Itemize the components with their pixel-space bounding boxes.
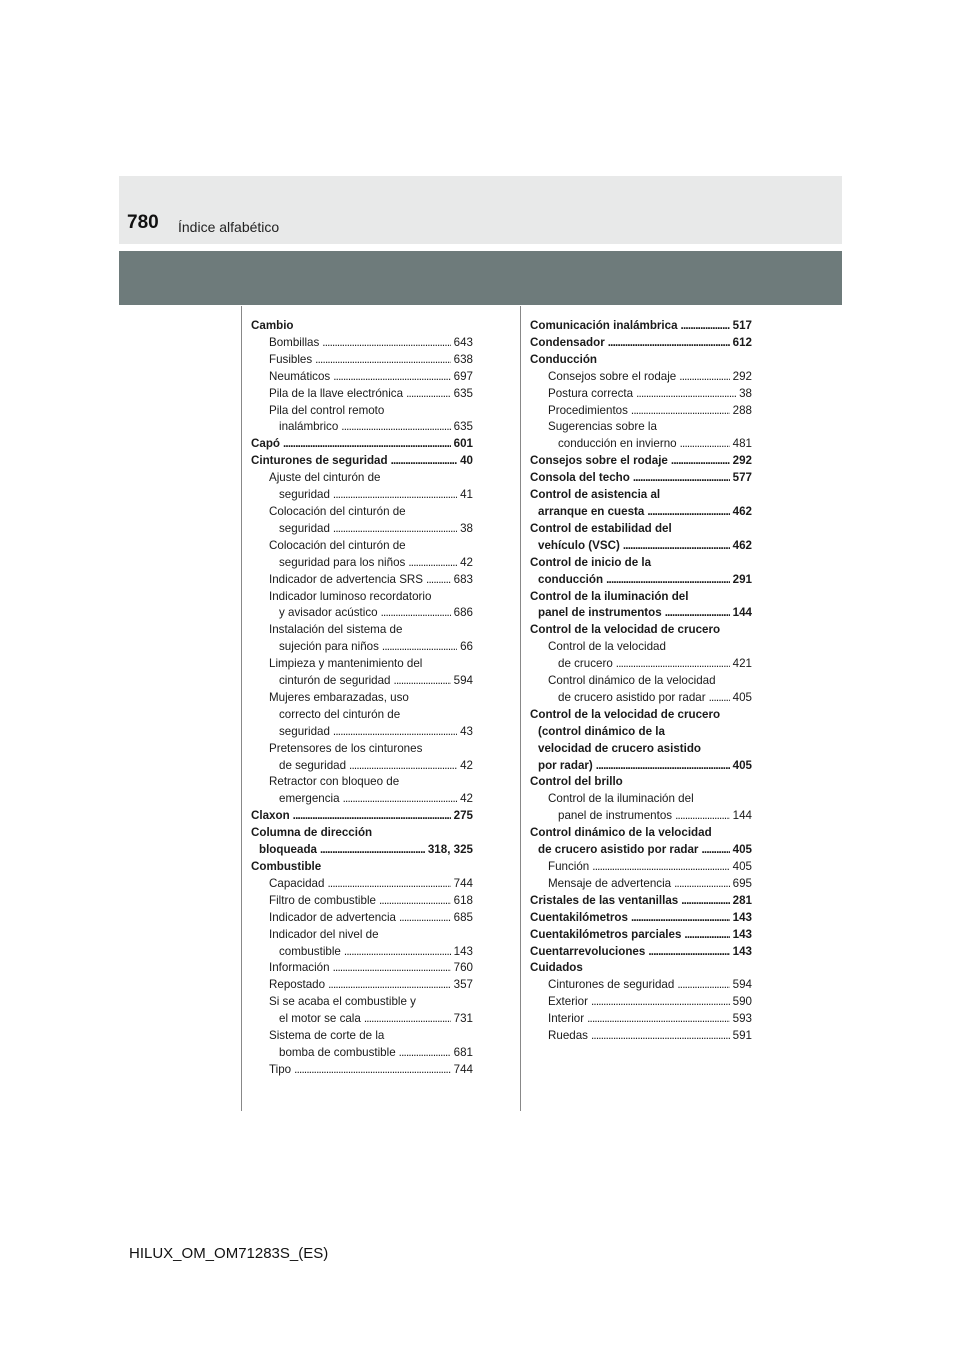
index-entry-text: Tipo [269,1062,292,1076]
leader-dots [616,656,730,673]
leader-dots [679,369,729,386]
index-entry [251,639,473,656]
index-entry [251,487,473,504]
index-entry-page[interactable]: 681 [453,1045,473,1059]
index-entry [530,318,752,335]
index-entry-text: sujeción para niños [279,640,379,654]
index-entry-text: correcto del cinturón de [279,707,401,721]
index-entry [251,470,473,487]
index-entry-page[interactable]: 405 [732,860,752,873]
index-entry-text: arranque en cuesta [538,504,645,518]
index-entry-text: Control de estabilidad del [530,521,672,535]
leader-dots [675,808,730,825]
index-entry [251,690,473,707]
leader-dots [341,419,450,436]
index-entry-text: Indicador del nivel de [269,927,379,941]
document-code: HILUX_OM_OM71283S_(ES) [129,1245,329,1262]
index-entry [251,335,473,352]
index-entry-text: Colocación del cinturón de [269,538,406,552]
index-entry-page[interactable]: 275 [453,809,473,823]
page-number: 780 [127,212,159,233]
index-entry-text: seguridad [279,488,330,502]
leader-dots [399,1045,451,1062]
index-entry [251,927,473,944]
index-entry [251,622,473,639]
leader-dots [322,335,450,352]
index-entry [530,724,752,741]
index-entry-page[interactable]: 288 [732,403,752,417]
index-entry-page[interactable]: 43 [460,724,473,738]
index-entry-page[interactable]: 42 [460,758,473,772]
index-entry [530,944,752,961]
index-entry-page[interactable]: 643 [453,335,473,349]
index-entry-page[interactable]: 744 [453,1062,473,1076]
index-entry-text: inalámbrico [279,420,339,434]
leader-dots [587,1011,730,1028]
index-entry-page[interactable]: 357 [453,978,473,992]
leader-dots [333,724,457,741]
leader-dots [333,369,450,386]
index-entry [251,707,473,724]
index-entry-page[interactable]: 635 [453,386,473,400]
index-entry-text: cinturón de seguridad [279,674,391,688]
index-entry [251,842,473,859]
leader-dots [293,808,451,825]
leader-dots [294,1062,451,1079]
index-entry-text: Interior [548,1012,585,1026]
index-entry-text: de seguridad [279,758,347,772]
leader-dots [591,994,730,1011]
index-entry [251,859,473,876]
index-entry-text: Neumáticos [269,369,331,383]
leader-dots [677,977,729,994]
leader-dots [636,386,736,403]
index-entry [530,707,752,724]
index-entry-text: Capacidad [269,876,325,890]
index-entry [530,808,752,825]
index-entry-text: Indicador de advertencia SRS [269,572,424,586]
index-entry-text: Sistema de corte de la [269,1029,385,1043]
index-entry [530,487,752,504]
index-entry-page[interactable]: 697 [453,369,473,383]
index-entry-page[interactable]: 685 [453,910,473,924]
index-entry [251,453,473,470]
index-entry [251,960,473,977]
leader-dots [283,436,451,453]
leader-dots [680,436,730,453]
index-entry [251,1045,473,1062]
index-entry-text: panel de instrumentos [558,809,673,823]
index-entry-page[interactable]: 405 [732,843,752,857]
index-entry-page[interactable]: 42 [460,792,473,806]
index-entry-text: Función [548,860,590,873]
leader-dots [684,927,729,944]
index-entry [530,758,752,775]
leader-dots [608,335,730,352]
index-entry [530,774,752,791]
index-entry [530,555,752,572]
index-entry-text: Pila de la llave electrónica [269,386,404,400]
index-entry [251,825,473,842]
index-entry-page[interactable]: 143 [732,927,752,941]
index-entry-text: Consejos sobre el rodaje [548,369,677,383]
index-entry [251,403,473,420]
index-entry-text: Control dinámico de la velocidad [548,674,716,688]
header-gray-bar [119,251,842,305]
index-entry-text: Cambio [251,319,294,332]
leader-dots [681,318,730,335]
index-entry-page[interactable]: 590 [732,995,752,1009]
index-entry-page[interactable]: 594 [453,674,473,688]
index-entry [251,386,473,403]
index-entry-page[interactable]: 143 [732,910,752,924]
index-entry-text: el motor se cala [279,1012,361,1026]
index-entry-text: Procedimientos [548,403,628,417]
leader-dots [591,1028,730,1045]
leader-dots [665,605,730,622]
index-entry [251,589,473,606]
index-entry [251,318,473,335]
index-entry [251,876,473,893]
index-entry-text: Control dinámico de la velocidad [530,826,712,840]
index-entry-page[interactable]: 38 [739,386,752,400]
index-entry-text: Consejos sobre el rodaje [530,454,668,468]
leader-dots [408,555,457,572]
index-entry [530,419,752,436]
index-entry-page[interactable]: 144 [732,809,752,823]
index-entry [251,605,473,622]
index-entry [251,369,473,386]
index-entry [530,673,752,690]
index-entry-page[interactable]: 421 [732,657,752,671]
index-entry-text: Retractor con bloqueo de [269,775,400,789]
index-entry-page[interactable]: 292 [732,369,752,383]
index-entry [251,910,473,927]
leader-dots [648,944,729,961]
index-entry-text: Capó [251,437,280,451]
index-column-left [251,318,473,1079]
leader-dots [333,521,457,538]
index-entry [530,605,752,622]
index-entry-page[interactable]: 144 [732,606,752,620]
index-entry-text: Fusibles [269,352,313,366]
index-entry [251,352,473,369]
leader-dots [315,352,450,369]
index-entry [251,538,473,555]
index-entry-page[interactable]: 731 [453,1012,473,1026]
leader-dots [320,842,425,859]
leader-dots [343,791,458,808]
index-entry [530,369,752,386]
index-entry-page[interactable]: 40 [460,454,473,468]
index-entry [251,419,473,436]
index-entry-page[interactable]: 577 [732,471,752,485]
index-entry-page[interactable]: 405 [732,690,752,704]
index-entry-text: conducción en invierno [558,437,677,451]
index-entry [530,1011,752,1028]
leader-dots [674,876,730,893]
index-column-right [530,318,752,1045]
index-entry [530,977,752,994]
index-entry-text: panel de instrumentos [538,606,662,620]
index-entry-text: Ajuste del cinturón de [269,471,381,485]
index-entry [530,436,752,453]
index-entry-text: Control de la velocidad de crucero [530,623,721,637]
index-entry-page[interactable]: 686 [453,606,473,620]
index-entry-text: Cuentakilómetros [530,910,628,924]
index-entry-text: Cinturones de seguridad [251,454,388,468]
index-entry [530,386,752,403]
index-entry [251,774,473,791]
leader-dots [596,758,730,775]
index-entry-page[interactable]: 318, 325 [427,843,473,857]
index-entry-page[interactable]: 760 [453,961,473,975]
index-entry [530,741,752,758]
index-entry-page[interactable]: 601 [453,437,473,451]
index-entry-page[interactable]: 38 [460,521,473,535]
index-entry-text: Limpieza y mantenimiento del [269,657,423,671]
index-entry [251,555,473,572]
index-entry [251,521,473,538]
index-entry-page[interactable]: 683 [453,572,473,586]
index-entry-text: Cuentarrevoluciones [530,944,646,958]
leader-dots [406,386,451,403]
leader-dots [349,758,457,775]
index-entry [251,724,473,741]
index-entry-text: Cinturones de seguridad [548,978,675,992]
index-entry-text: (control dinámico de la [538,724,665,738]
index-entry-text: Información [269,961,330,975]
index-entry [530,876,752,893]
column-divider-left [241,306,242,1111]
index-entry-page[interactable]: 281 [732,893,752,907]
index-entry-text: combustible [279,944,341,958]
leader-dots [399,910,451,927]
index-entry-text: de crucero asistido por radar [558,690,706,704]
index-entry [251,808,473,825]
leader-dots [364,1011,451,1028]
index-entry-text: Mujeres embarazadas, uso [269,690,409,704]
index-entry-text: Conducción [530,352,597,366]
index-entry-text: Comunicación inalámbrica [530,319,678,332]
index-entry [251,572,473,589]
index-entry-page[interactable]: 612 [732,335,752,349]
leader-dots [333,960,451,977]
index-entry [530,842,752,859]
index-entry-page[interactable]: 695 [732,876,752,890]
index-entry-text: emergencia [279,792,340,806]
index-entry [530,403,752,420]
index-entry-text: Mensaje de advertencia [548,876,672,890]
index-entry-text: Control del brillo [530,775,623,789]
leader-dots [633,470,730,487]
index-entry-text: Pretensores de los cinturones [269,741,423,755]
index-entry-page[interactable]: 143 [453,944,473,958]
index-entry-text: Filtro de combustible [269,893,376,907]
index-entry-text: Instalación del sistema de [269,623,403,637]
leader-dots [381,605,451,622]
leader-dots [344,944,451,961]
index-entry-text: Cristales de las ventanillas [530,893,679,907]
index-entry [530,994,752,1011]
index-entry-text: Colocación del cinturón de [269,504,406,518]
index-entry-page[interactable]: 638 [453,352,473,366]
index-entry-page[interactable]: 405 [732,758,752,772]
index-entry-page[interactable]: 66 [460,640,473,654]
index-entry-text: Sugerencias sobre la [548,420,657,434]
index-entry-text: Indicador de advertencia [269,910,396,924]
index-entry-text: Repostado [269,978,326,992]
index-entry [530,521,752,538]
index-entry-text: Bombillas [269,335,320,349]
index-entry [530,960,752,977]
leader-dots [391,453,458,470]
index-entry-text: Control de inicio de la [530,555,652,569]
index-entry-page[interactable]: 618 [453,893,473,907]
leader-dots [709,690,730,707]
index-entry-text: Postura correcta [548,386,634,400]
index-entry-page[interactable]: 462 [732,538,752,552]
leader-dots [328,977,451,994]
index-entry [251,944,473,961]
index-entry [530,1028,752,1045]
index-entry-text: bloqueada [259,843,317,857]
index-entry [530,470,752,487]
index-entry [530,791,752,808]
index-entry-text: Consola del techo [530,471,630,485]
index-entry [251,1028,473,1045]
leader-dots [631,403,730,420]
index-entry [530,893,752,910]
index-entry [530,335,752,352]
index-entry-text: Cuidados [530,961,583,975]
index-entry-text: seguridad [279,521,330,535]
index-entry-page[interactable]: 462 [732,504,752,518]
index-entry-text: Cuentakilómetros parciales [530,927,682,941]
index-entry-text: seguridad [279,724,330,738]
index-entry-page[interactable]: 292 [732,454,752,468]
column-divider-right [520,306,521,1111]
index-entry [530,859,752,876]
index-entry [530,504,752,521]
index-entry-page[interactable]: 591 [732,1029,752,1043]
index-entry-text: Si se acaba el combustible y [269,995,416,1009]
index-entry-page[interactable]: 42 [460,555,473,569]
section-title: Índice alfabético [178,219,280,235]
index-entry [251,656,473,673]
index-entry [530,589,752,606]
index-entry-page[interactable]: 594 [732,978,752,992]
index-entry [251,1011,473,1028]
index-entry-text: Claxon [251,809,290,823]
leader-dots [647,504,729,521]
index-entry-page[interactable]: 481 [732,437,752,451]
leader-dots [681,893,729,910]
index-entry-text: Control de la iluminación del [530,589,689,603]
index-entry [530,538,752,555]
index-entry [251,791,473,808]
index-entry [251,893,473,910]
index-entry-page[interactable]: 744 [453,876,473,890]
index-entry-text: de crucero [558,657,613,671]
index-entry-text: Control de asistencia al [530,488,661,502]
index-entry-text: por radar) [538,758,593,772]
index-entry [251,504,473,521]
index-entry-text: y avisador acústico [279,606,378,620]
index-entry [530,656,752,673]
index-entry-text: Control de la velocidad de crucero [530,707,721,721]
leader-dots [426,572,451,589]
index-entry [530,352,752,369]
index-entry [530,927,752,944]
index-entry [530,639,752,656]
index-entry-text: Pila del control remoto [269,403,385,417]
index-entry [251,741,473,758]
index-entry-page[interactable]: 517 [732,319,752,332]
index-entry [251,1062,473,1079]
index-entry [530,690,752,707]
index-entry [251,977,473,994]
index-entry-page[interactable]: 291 [732,572,752,586]
leader-dots [327,876,450,893]
index-entry-text: Combustible [251,860,322,873]
index-entry-page[interactable]: 143 [732,944,752,958]
leader-dots [382,639,457,656]
index-entry-page[interactable]: 41 [460,488,473,502]
index-entry [251,758,473,775]
index-entry [251,436,473,453]
leader-dots [606,572,730,589]
leader-dots [333,487,457,504]
leader-dots [623,538,730,555]
index-entry [530,453,752,470]
index-entry-page[interactable]: 635 [453,420,473,434]
leader-dots [592,859,729,876]
index-entry-text: Condensador [530,335,605,349]
index-entry [530,572,752,589]
index-entry-text: Columna de dirección [251,826,373,840]
index-entry-text: velocidad de crucero asistido [538,741,702,755]
index-entry [251,994,473,1011]
index-entry-text: seguridad para los niños [279,555,406,569]
leader-dots [701,842,729,859]
index-entry-text: Control de la velocidad [548,640,666,654]
index-entry-page[interactable]: 593 [732,1012,752,1026]
index-entry-text: Ruedas [548,1029,588,1043]
leader-dots [631,910,730,927]
index-entry [530,825,752,842]
index-entry [530,910,752,927]
index-entry-text: bomba de combustible [279,1045,396,1059]
index-entry-text: conducción [538,572,604,586]
leader-dots [394,673,451,690]
index-entry-text: Exterior [548,995,588,1009]
index-entry-text: Indicador luminoso recordatorio [269,589,432,603]
index-entry-text: de crucero asistido por radar [538,843,699,857]
index-entry-text: Control de la iluminación del [548,792,694,806]
leader-dots [379,893,451,910]
index-entry [530,622,752,639]
leader-dots [671,453,730,470]
index-entry-text: vehículo (VSC) [538,538,620,552]
index-entry [251,673,473,690]
